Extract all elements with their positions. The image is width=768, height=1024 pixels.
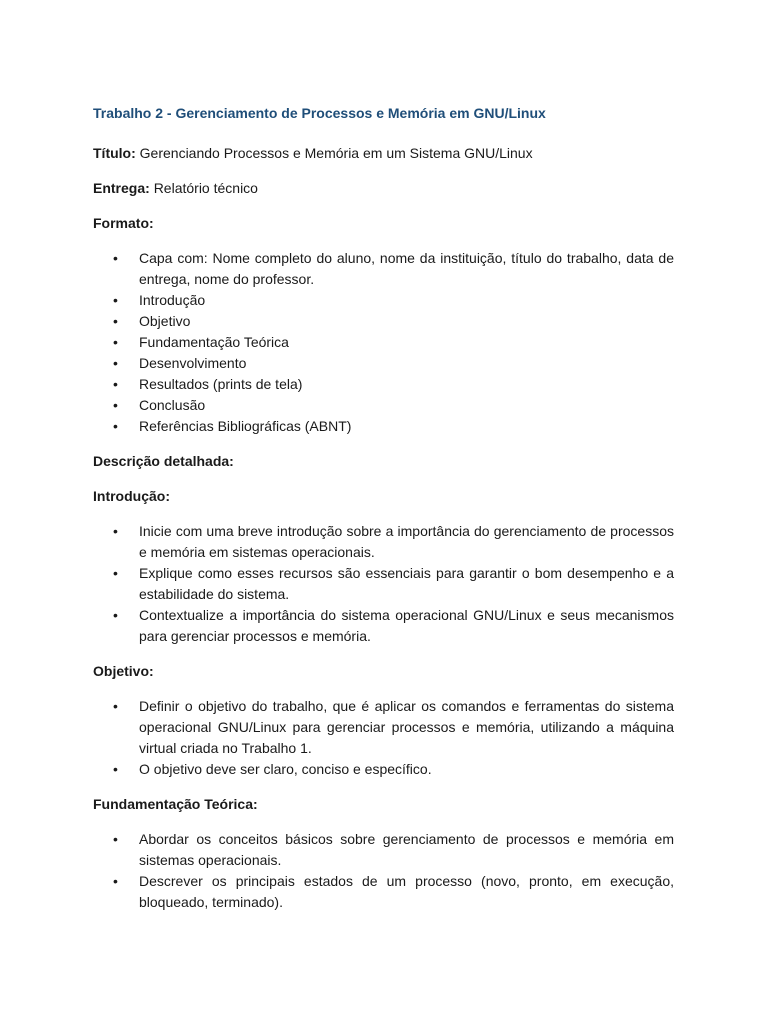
list-item (93, 829, 674, 871)
formato-list (93, 248, 674, 437)
list-item-text: Explique como esses recursos são essenciais para garantir o bom desempenho e a estabilidade do sistema. (139, 565, 674, 602)
list-item (93, 395, 674, 416)
list-item (93, 353, 674, 374)
list-item-text: Descrever os principais estados de um processo (novo, pronto, em execução, bloqueado, terminado). (139, 873, 674, 910)
entrega-field (93, 178, 674, 199)
list-item-text: Capa com: Nome completo do aluno, nome da instituição, título do trabalho, data de entrega, nome do professor. (139, 250, 674, 287)
titulo-value: Gerenciando Processos e Memória em um Sistema GNU/Linux (139, 145, 533, 161)
list-item (93, 332, 674, 353)
list-item (93, 248, 674, 290)
introducao-list (93, 521, 674, 647)
bullet-icon: • (113, 607, 118, 623)
document-content (93, 103, 674, 927)
list-item-text: Desenvolvimento (139, 355, 247, 371)
bullet-icon: • (113, 313, 118, 329)
entrega-label: Entrega: (93, 180, 150, 196)
bullet-icon: • (113, 873, 118, 889)
list-item-text: Conclusão (139, 397, 206, 413)
bullet-icon: • (113, 523, 118, 539)
list-item (93, 521, 674, 563)
list-item (93, 290, 674, 311)
bullet-icon: • (113, 376, 118, 392)
list-item-text: Definir o objetivo do trabalho, que é aplicar os comandos e ferramentas do sistema operacional GNU/Linux para gerenciar processos e memória, utilizando a máquina virtual criada no Trabalho 1. (139, 698, 674, 756)
list-item-text: Inicie com uma breve introdução sobre a importância do gerenciamento de processos e memória em sistemas operacionais. (139, 523, 674, 560)
descricao-heading: Descrição detalhada: (93, 453, 234, 469)
list-item-text: Abordar os conceitos básicos sobre gerenciamento de processos e memória em sistemas operacionais. (139, 831, 674, 868)
list-item-text: O objetivo deve ser claro, conciso e específico. (139, 761, 432, 777)
list-item-text: Fundamentação Teórica (139, 334, 289, 350)
introducao-heading: Introdução: (93, 488, 170, 504)
list-item-text: Introdução (139, 292, 206, 308)
list-item-text: Resultados (prints de tela) (139, 376, 303, 392)
bullet-icon: • (113, 355, 118, 371)
bullet-icon: • (113, 831, 118, 847)
bullet-icon: • (113, 397, 118, 413)
bullet-icon: • (113, 761, 118, 777)
formato-heading: Formato: (93, 215, 154, 231)
list-item-text: Referências Bibliográficas (ABNT) (139, 418, 352, 434)
titulo-label: Título: (93, 145, 136, 161)
document-title: Trabalho 2 - Gerenciamento de Processos e Memória em GNU/Linux (93, 105, 546, 121)
objetivo-heading: Objetivo: (93, 663, 154, 679)
list-item (93, 374, 674, 395)
bullet-icon: • (113, 698, 118, 714)
titulo-field (93, 143, 674, 164)
bullet-icon: • (113, 334, 118, 350)
fundamentacao-heading: Fundamentação Teórica: (93, 796, 258, 812)
objetivo-list (93, 696, 674, 780)
list-item (93, 871, 674, 913)
list-item (93, 311, 674, 332)
bullet-icon: • (113, 418, 118, 434)
list-item-text: Objetivo (139, 313, 191, 329)
list-item (93, 605, 674, 647)
list-item (93, 563, 674, 605)
list-item (93, 416, 674, 437)
bullet-icon: • (113, 292, 118, 308)
fundamentacao-list (93, 829, 674, 913)
list-item-text: Contextualize a importância do sistema operacional GNU/Linux e seus mecanismos para gerenciar processos e memória. (139, 607, 674, 644)
entrega-value: Relatório técnico (153, 180, 258, 196)
list-item (93, 696, 674, 759)
bullet-icon: • (113, 565, 118, 581)
bullet-icon: • (113, 250, 118, 266)
list-item (93, 759, 674, 780)
